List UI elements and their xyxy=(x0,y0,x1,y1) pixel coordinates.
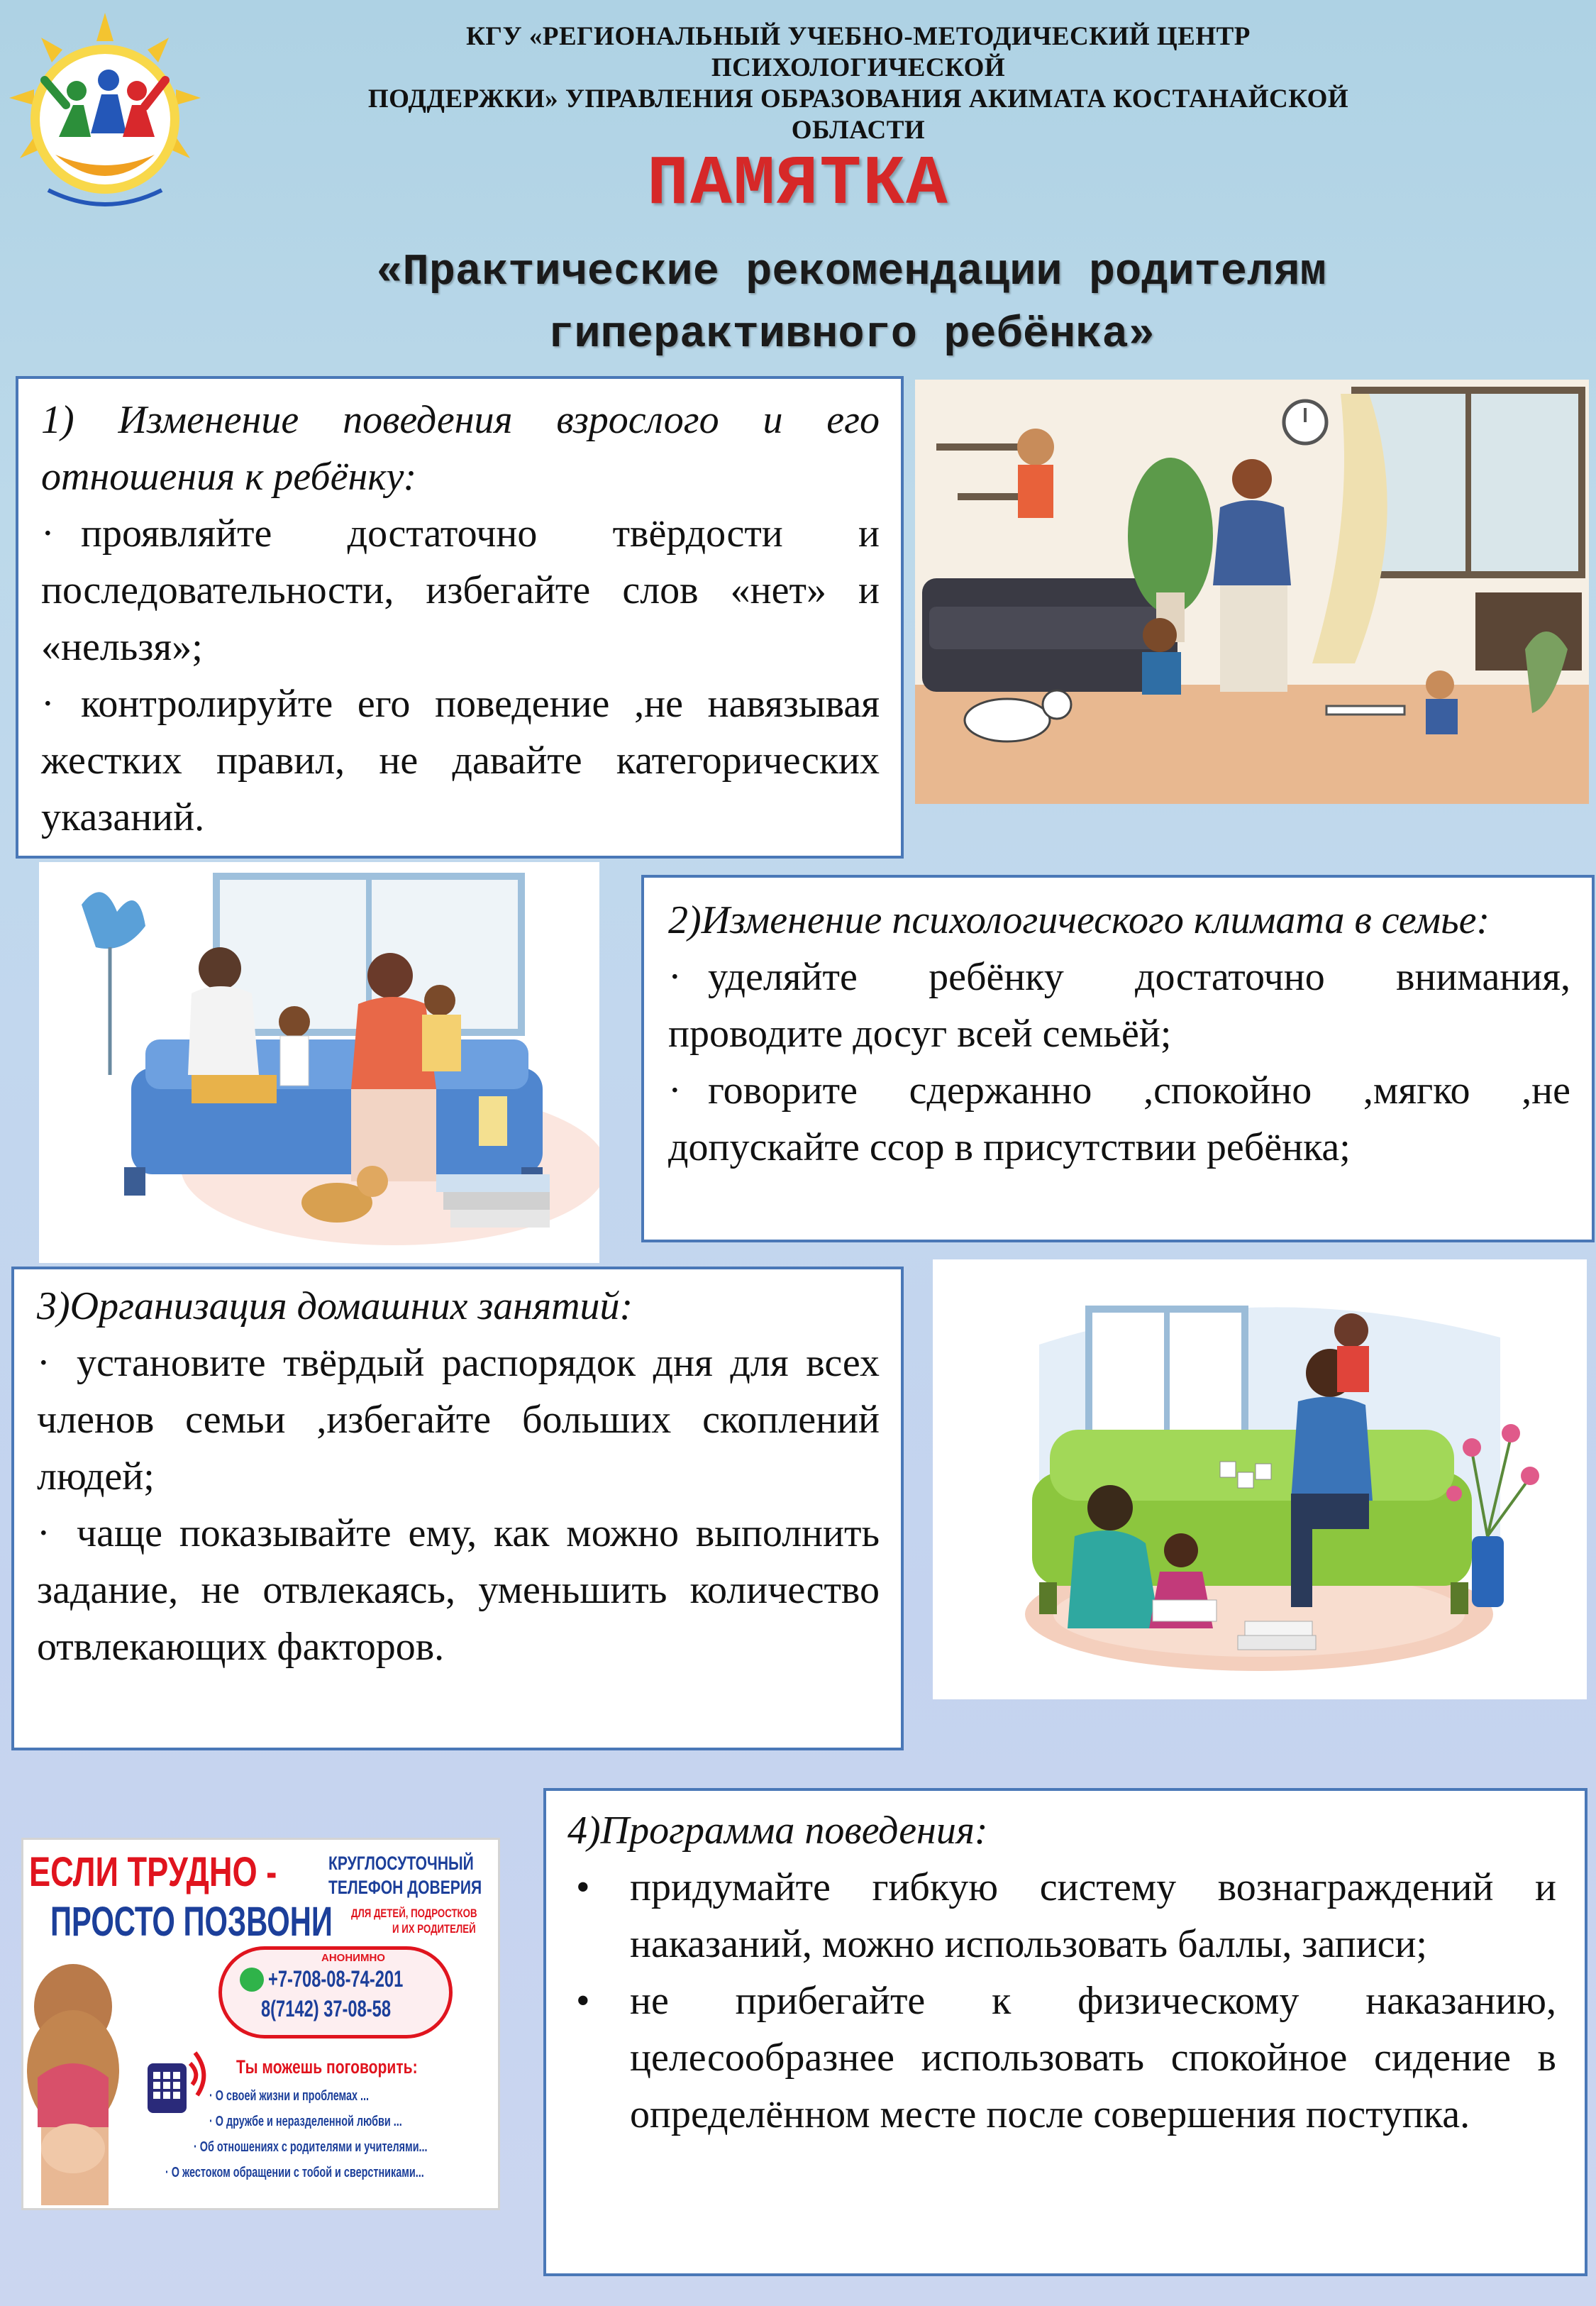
bullet-glyph: · xyxy=(37,1511,50,1555)
hotline-topic: · Об отношениях с родителями и учителями... xyxy=(194,2139,428,2155)
illustration-chaotic-room xyxy=(915,380,1589,804)
hotline-headline-1: ЕСЛИ ТРУДНО - xyxy=(29,1849,277,1895)
illustration-family-reading xyxy=(933,1259,1587,1699)
hotline-audience-1: ДЛЯ ДЕТЕЙ, ПОДРОСТКОВ xyxy=(351,1907,477,1920)
phone-icon xyxy=(130,2042,208,2120)
hotline-talk-heading: Ты можешь поговорить: xyxy=(236,2056,418,2078)
hotline-topic: · О жестоком обращении с тобой и сверстниками... xyxy=(165,2165,424,2180)
section-2-box xyxy=(641,875,1595,1242)
bullet-glyph: · xyxy=(41,682,55,726)
section-2-bullet-1: · уделяйте ребёнку достаточно внимания, проводите досуг всей семьёй; xyxy=(668,949,1570,1062)
page-title: ПАМЯТКА xyxy=(647,145,949,224)
section-1-bullet-1: · проявляйте достаточно твёрдости и последовательности, избегайте слов «нет» и «нельзя»; xyxy=(41,505,880,675)
illustration-family-couch xyxy=(39,862,599,1263)
organization-name: КГУ «РЕГИОНАЛЬНЫЙ УЧЕБНО-МЕТОДИЧЕСКИЙ ЦЕНТР ПСИХОЛОГИЧЕСКОЙ ПОДДЕРЖКИ» УПРАВЛЕНИЯ ОБРАЗОВАНИЯ АКИМАТА КОСТАНАЙСКОЙ ОБЛАСТИ xyxy=(367,22,1349,145)
page-subtitle: «Практические рекомендации родителям гиперактивного ребёнка» xyxy=(376,247,1326,360)
section-2-heading: 2)Изменение психологического климата в семье: xyxy=(668,898,1490,942)
hotline-phone-1: +7-708-08-74-201 xyxy=(268,1966,404,1992)
girl-photo xyxy=(23,1964,130,2209)
bullet-glyph: · xyxy=(37,1341,50,1385)
section-4-heading: 4)Программа поведения: xyxy=(567,1809,988,1853)
section-1-heading: 1) Изменение поведения взрослого и его отношения к ребёнку: xyxy=(41,398,880,499)
section-3-bullet-2: · чаще показывайте ему, как можно выполнить задание, не отвлекаясь, уменьшить количество отвлекающих факторов. xyxy=(37,1505,880,1675)
section-2-bullet-2: · говорите сдержанно ,спокойно ,мягко ,не допускайте ссор в присутствии ребёнка; xyxy=(668,1062,1570,1176)
section-1-box xyxy=(16,376,904,859)
section-4-bullet-1: • придумайте гибкую систему вознаграждений и наказаний, можно использовать баллы, записи; xyxy=(567,1859,1556,1973)
hotline-audience-2: И ИХ РОДИТЕЛЕЙ xyxy=(392,1922,476,1936)
section-4-list xyxy=(567,1859,1556,2143)
hotline-poster xyxy=(21,1838,500,2210)
hotline-anon: АНОНИМНО xyxy=(321,1952,385,1964)
bullet-glyph: · xyxy=(668,955,682,999)
section-1-bullet-2: · контролируйте его поведение ,не навязывая жестких правил, не давайте категорических указаний. xyxy=(41,675,880,846)
hotline-headline-2: ПРОСТО ПОЗВОНИ xyxy=(50,1899,333,1945)
bullet-glyph: · xyxy=(668,1069,682,1113)
section-4-bullet-2: • не прибегайте к физическому наказанию, целесообразнее использовать спокойное сидение в определённом месте после совершения поступка. xyxy=(567,1973,1556,2143)
hotline-topic: · О своей жизни и проблемах ... xyxy=(209,2088,370,2104)
hotline-service-2: ТЕЛЕФОН ДОВЕРИЯ xyxy=(328,1877,482,1898)
section-3-bullet-1: · установите твёрдый распорядок дня для всех членов семьи ,избегайте больших скоплений людей; xyxy=(37,1335,880,1505)
section-4-box xyxy=(543,1788,1587,2276)
whatsapp-icon xyxy=(240,1968,264,1992)
section-3-heading: 3)Организация домашних занятий: xyxy=(37,1284,633,1328)
hotline-topic: · О дружбе и неразделенной любви ... xyxy=(209,2114,402,2129)
bullet-glyph: · xyxy=(41,512,55,556)
hotline-service-1: КРУГЛОСУТОЧНЫЙ xyxy=(328,1853,474,1874)
section-3-box xyxy=(11,1267,904,1750)
hotline-phone-2: 8(7142) 37-08-58 xyxy=(261,1996,391,2021)
